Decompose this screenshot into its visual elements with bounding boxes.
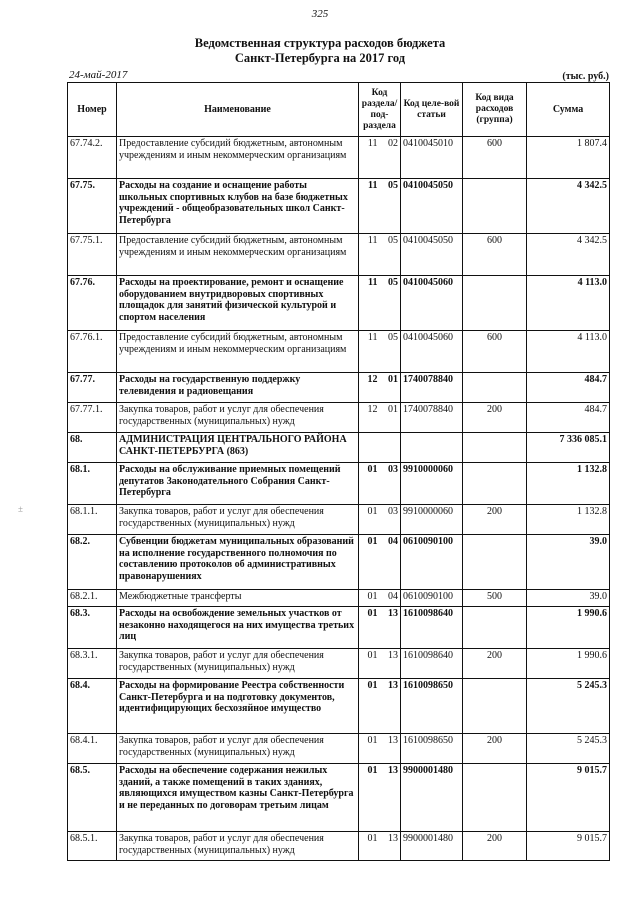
row-podrazdel: 13 [379, 679, 401, 734]
row-name: Закупка товаров, работ и услуг для обеспечения государственных (муниципальных) нужд [117, 403, 359, 433]
row-number: 68.5. [68, 764, 117, 832]
row-podrazdel: 05 [379, 179, 401, 234]
row-sum: 9 015.7 [527, 764, 610, 832]
row-razdel: 01 [359, 463, 379, 505]
table-row [68, 832, 610, 861]
row-podrazdel: 04 [379, 590, 401, 607]
row-target-article [401, 433, 463, 463]
row-razdel: 11 [359, 276, 379, 331]
row-target-article: 0410045050 [401, 234, 463, 276]
row-razdel: 11 [359, 331, 379, 373]
row-name: Предоставление субсидий бюджетным, автономным учреждениям и иным некоммерческим организациям [117, 234, 359, 276]
row-target-article: 0610090100 [401, 535, 463, 590]
row-sum: 1 807.4 [527, 137, 610, 179]
table-row [68, 463, 610, 505]
row-name: Закупка товаров, работ и услуг для обеспечения государственных (муниципальных) нужд [117, 649, 359, 679]
table-row [68, 373, 610, 403]
row-sum: 484.7 [527, 403, 610, 433]
row-sum: 4 342.5 [527, 234, 610, 276]
page-number: 325 [311, 8, 329, 20]
header-expense-type: Код вида расходов (группа) [463, 83, 527, 137]
row-number: 68.2. [68, 535, 117, 590]
row-target-article: 0610090100 [401, 590, 463, 607]
row-podrazdel: 05 [379, 276, 401, 331]
row-podrazdel: 13 [379, 649, 401, 679]
row-target-article: 1740078840 [401, 373, 463, 403]
table-row [68, 734, 610, 764]
row-sum: 4 113.0 [527, 276, 610, 331]
row-name: Закупка товаров, работ и услуг для обеспечения государственных (муниципальных) нужд [117, 505, 359, 535]
table-header-row [68, 83, 610, 137]
row-razdel: 01 [359, 505, 379, 535]
row-name: Предоставление субсидий бюджетным, автономным учреждениям и иным некоммерческим организациям [117, 137, 359, 179]
row-sum: 1 132.8 [527, 505, 610, 535]
row-podrazdel: 13 [379, 607, 401, 649]
row-target-article: 1610098650 [401, 679, 463, 734]
row-target-article: 1610098640 [401, 607, 463, 649]
row-expense-type [463, 179, 527, 234]
row-target-article: 9900001480 [401, 764, 463, 832]
row-sum: 1 132.8 [527, 463, 610, 505]
table-row [68, 590, 610, 607]
row-number: 68.4. [68, 679, 117, 734]
row-target-article: 0410045050 [401, 179, 463, 234]
row-razdel: 12 [359, 373, 379, 403]
title-line-1: Ведомственная структура расходов бюджета [194, 36, 446, 50]
row-razdel: 01 [359, 607, 379, 649]
row-sum: 484.7 [527, 373, 610, 403]
row-name: Субвенции бюджетам муниципальных образований на исполнение государственного полномочия по составлению протоколов об административных правонарушениях [117, 535, 359, 590]
row-expense-type [463, 607, 527, 649]
row-target-article: 9900001480 [401, 832, 463, 861]
row-name: Закупка товаров, работ и услуг для обеспечения государственных (муниципальных) нужд [117, 734, 359, 764]
row-target-article: 9910000060 [401, 463, 463, 505]
row-razdel: 11 [359, 234, 379, 276]
row-number: 68. [68, 433, 117, 463]
row-name: Закупка товаров, работ и услуг для обеспечения государственных (муниципальных) нужд [117, 832, 359, 861]
row-sum: 39.0 [527, 590, 610, 607]
row-expense-type: 600 [463, 331, 527, 373]
row-name: Расходы на проектирование, ремонт и оснащение оборудованием внутридворовых спортивных площадок для занятий физической культурой и спортом населения [117, 276, 359, 331]
scan-mark: ± [18, 504, 23, 514]
row-podrazdel: 13 [379, 832, 401, 861]
row-expense-type: 600 [463, 137, 527, 179]
row-number: 68.1.1. [68, 505, 117, 535]
table-row [68, 433, 610, 463]
row-expense-type [463, 373, 527, 403]
table-row [68, 276, 610, 331]
row-target-article: 1610098640 [401, 649, 463, 679]
table-row [68, 535, 610, 590]
row-razdel: 11 [359, 179, 379, 234]
title-line-2: Санкт-Петербурга на 2017 год [234, 51, 406, 65]
row-name: Расходы на государственную поддержку телевидения и радиовещания [117, 373, 359, 403]
row-expense-type [463, 276, 527, 331]
row-sum: 9 015.7 [527, 832, 610, 861]
document-date: 24-май-2017 [69, 69, 128, 81]
units-label: (тыс. руб.) [562, 71, 609, 82]
table-row [68, 764, 610, 832]
row-razdel: 01 [359, 764, 379, 832]
row-number: 67.77. [68, 373, 117, 403]
row-number: 68.3. [68, 607, 117, 649]
header-number: Номер [68, 83, 117, 137]
row-razdel: 01 [359, 832, 379, 861]
row-name: Расходы на обеспечение содержания нежилых зданий, а также помещений в таких зданиях, являющихся имуществом казны Санкт-Петербурга и не переданных по договорам третьим лицам [117, 764, 359, 832]
row-number: 68.1. [68, 463, 117, 505]
header-name: Наименование [117, 83, 359, 137]
row-name: АДМИНИСТРАЦИЯ ЦЕНТРАЛЬНОГО РАЙОНА САНКТ-ПЕТЕРБУРГА (863) [117, 433, 359, 463]
row-expense-type [463, 764, 527, 832]
row-podrazdel: 02 [379, 137, 401, 179]
table-row [68, 137, 610, 179]
row-razdel: 12 [359, 403, 379, 433]
row-expense-type: 500 [463, 590, 527, 607]
row-podrazdel: 04 [379, 535, 401, 590]
table-row [68, 234, 610, 276]
row-expense-type: 200 [463, 505, 527, 535]
header-target-article: Код целе-вой статьи [401, 83, 463, 137]
row-sum: 39.0 [527, 535, 610, 590]
row-number: 67.75.1. [68, 234, 117, 276]
row-razdel: 11 [359, 137, 379, 179]
table-row [68, 607, 610, 649]
row-expense-type: 200 [463, 832, 527, 861]
row-podrazdel: 05 [379, 234, 401, 276]
expenditure-table [67, 82, 610, 861]
row-expense-type: 200 [463, 403, 527, 433]
row-sum: 1 990.6 [527, 607, 610, 649]
row-name: Расходы на обслуживание приемных помещений депутатов Законодательного Собрания Санкт-Петербурга [117, 463, 359, 505]
header-sum: Сумма [527, 83, 610, 137]
row-expense-type [463, 535, 527, 590]
row-sum: 5 245.3 [527, 679, 610, 734]
row-sum: 4 342.5 [527, 179, 610, 234]
row-sum: 7 336 085.1 [527, 433, 610, 463]
row-target-article: 1740078840 [401, 403, 463, 433]
row-number: 68.4.1. [68, 734, 117, 764]
row-expense-type: 600 [463, 234, 527, 276]
row-podrazdel: 01 [379, 403, 401, 433]
table-row [68, 331, 610, 373]
row-number: 67.75. [68, 179, 117, 234]
row-name: Расходы на создание и оснащение работы школьных спортивных клубов на базе бюджетных учреждений - общеобразовательных школ Санкт-Петербурга [117, 179, 359, 234]
row-expense-type [463, 433, 527, 463]
row-podrazdel: 01 [379, 373, 401, 403]
row-razdel: 01 [359, 679, 379, 734]
row-razdel [359, 433, 379, 463]
row-podrazdel [379, 433, 401, 463]
row-name: Расходы на формирование Реестра собственности Санкт-Петербурга и на подготовку документов, идентифицирующих бесхозяйное имущество [117, 679, 359, 734]
row-razdel: 01 [359, 535, 379, 590]
row-podrazdel: 05 [379, 331, 401, 373]
row-expense-type: 200 [463, 734, 527, 764]
row-target-article: 1610098650 [401, 734, 463, 764]
row-sum: 1 990.6 [527, 649, 610, 679]
row-razdel: 01 [359, 590, 379, 607]
table-row [68, 505, 610, 535]
table-row [68, 179, 610, 234]
row-sum: 5 245.3 [527, 734, 610, 764]
header-razdel: Код раздела/ под-раздела [359, 83, 401, 137]
row-podrazdel: 03 [379, 463, 401, 505]
document-title [0, 36, 640, 66]
row-podrazdel: 13 [379, 764, 401, 832]
row-number: 67.76. [68, 276, 117, 331]
table-row [68, 403, 610, 433]
row-target-article: 0410045060 [401, 276, 463, 331]
row-expense-type: 200 [463, 649, 527, 679]
row-expense-type [463, 679, 527, 734]
row-target-article: 9910000060 [401, 505, 463, 535]
row-name: Расходы на освобождение земельных участков от незаконно находящегося на них имущества третьих лиц [117, 607, 359, 649]
row-number: 68.5.1. [68, 832, 117, 861]
row-target-article: 0410045060 [401, 331, 463, 373]
row-name: Предоставление субсидий бюджетным, автономным учреждениям и иным некоммерческим организациям [117, 331, 359, 373]
row-sum: 4 113.0 [527, 331, 610, 373]
row-name: Межбюджетные трансферты [117, 590, 359, 607]
row-expense-type [463, 463, 527, 505]
row-podrazdel: 13 [379, 734, 401, 764]
row-target-article: 0410045010 [401, 137, 463, 179]
row-number: 68.3.1. [68, 649, 117, 679]
row-number: 67.74.2. [68, 137, 117, 179]
row-razdel: 01 [359, 649, 379, 679]
row-number: 68.2.1. [68, 590, 117, 607]
table-row [68, 679, 610, 734]
row-number: 67.76.1. [68, 331, 117, 373]
row-razdel: 01 [359, 734, 379, 764]
row-number: 67.77.1. [68, 403, 117, 433]
table-row [68, 649, 610, 679]
row-podrazdel: 03 [379, 505, 401, 535]
